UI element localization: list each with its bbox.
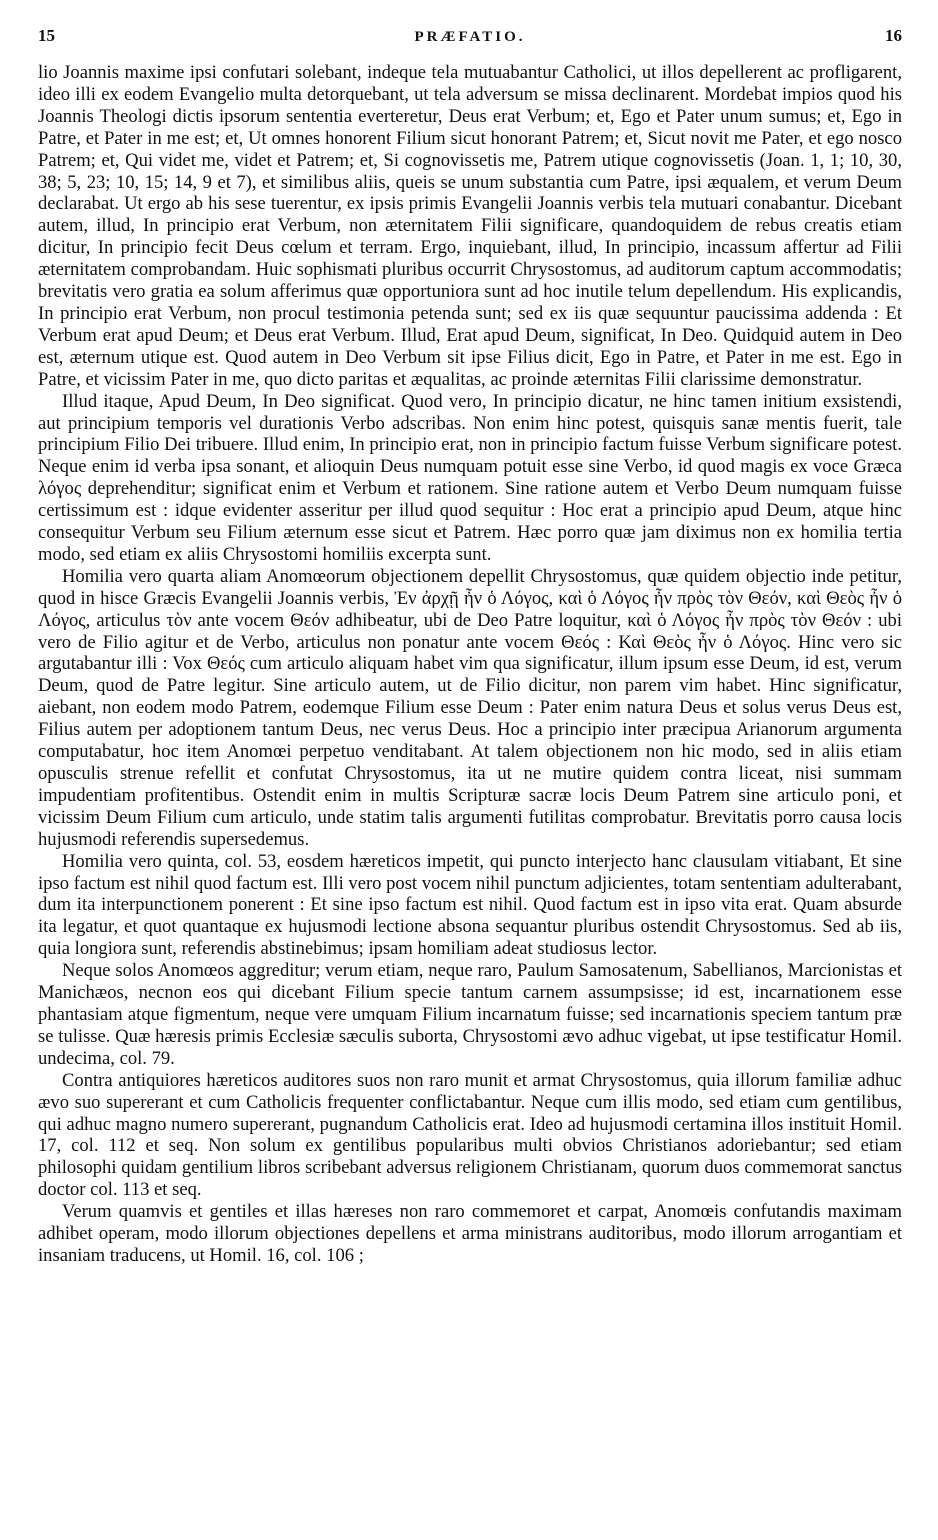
paragraph-2: Illud itaque, Apud Deum, In Deo significat. Quod vero, In principio dicatur, ne hinc tamen initium exsistendi, aut principium temporis vel durationis Verbo adscribas. Non enim hinc potest, quisquis sanæ mentis fuerit, tale principium Filio Dei tribuere. Illud enim, In principio erat, non in principio factum fuisse Verbum significare potest. Neque enim id verba ipsa sonant, et alioquin Deus numquam potuit esse sine Verbo, id quod magis ex voce Græca λόγος deprehenditur; significat enim et Verbum et rationem. Sine ratione autem et Verbo Deum numquam fuisse certissimum est : idque evidenter asseritur per illud quod sequitur : Hoc erat a principio apud Deum, atque hinc consequitur Verbum seu Filium æternum esse sicut et Patrem. Hæc porro quæ jam diximus non ex homilia tertia modo, sed etiam ex aliis Chrysostomi homiliis excerpta sunt. [38, 390, 902, 565]
page-number-left: 15 [38, 26, 55, 45]
page-header [38, 26, 902, 50]
running-title: PRÆFATIO. [414, 29, 526, 45]
paragraph-1: lio Joannis maxime ipsi confutari solebant, indeque tela mutuabantur Catholici, ut illos depellerent ac profligarent, ideo illi ex eodem Evangelio multa detorquebant, ut tela adversum se missa declinarent. Mordebat impios quod his Joannis Theologi dictis ipsorum sententia everteretur, Deus erat Verbum; et, Ego et Pater unum sumus; et, Ego in Patre, et Pater in me est; et, Ut omnes honorent Filium sicut honorant Patrem; et, Sicut novit me Pater, et ego nosco Patrem; et, Qui videt me, videt et Patrem; et, Si cognovissetis me, Patrem utique cognovissetis (Joan. 1, 1; 10, 30, 38; 5, 23; 10, 15; 14, 9 et 7), et similibus aliis, queis se unum substantia cum Patre, ipsi æqualem, et verum Deum declarabat. Ut ergo ab his sese tuerentur, ex ipsis primis Evangelii Joannis verbis tela mutuari conabantur. Dicebant autem, illud, In principio erat Verbum, non æternitatem Filii significare, quandoquidem de rebus creatis etiam dicitur, In principio fecit Deus cœlum et terram. Ergo, inquiebant, illud, In principio, incassum affertur ad Filii æternitatem comprobandam. Huic sophismati pluribus occurrit Chrysostomus, ad auditorum captum accommodatis; brevitatis vero gratia ea solum afferimus quæ opportuniora sunt ad hoc inutile telum depellendum. His explicandis, In principio erat Verbum, non procul testimonia petenda sunt; sed ex iis quæ sequuntur paucissima addenda : Et Verbum erat apud Deum; et Deus erat Verbum. Illud, Erat apud Deum, significat, In Deo. Quidquid autem in Deo est, æternum utique est. Quod autem in Deo Verbum sit ipse Filius dicit, Ego in Patre, et Pater in me est. Ego in Patre, et vicissim Pater in me, quo dicto paritas et æqualitas, ac proinde æternitas Filii clarissime demonstratur. [38, 62, 902, 390]
paragraph-3: Homilia vero quarta aliam Anomœorum objectionem depellit Chrysostomus, quæ quidem objectio inde petitur, quod in hisce Græcis Evangelii Joannis verbis, Ἐν ἀρχῇ ἦν ὁ Λόγος, καὶ ὁ Λόγος ἦν πρὸς τὸν Θεόν, καὶ Θεὸς ἦν ὁ Λόγος, articulus τὸν ante vocem Θεόν adhibeatur, ubi de Deo Patre loquitur, καὶ ὁ Λόγος ἦν πρὸς τὸν Θεόν : ubi vero de Filio agitur et de Verbo, articulus non ponatur ante vocem Θεός : Καὶ Θεὸς ἦν ὁ Λόγος. Hinc vero sic argutabantur illi : Vox Θεός cum articulo aliquam habet vim qua significatur, illum ipsum esse Deum, id est, verum Deum, quod de Patre legitur. Sine articulo autem, ut de Filio dicitur, non parem vim habet. Hinc significatur, aiebant, non eodem modo Patrem, eodemque Filium esse Deum : Pater enim natura Deus et solus verus Deus est, Filius autem per adoptionem tantum Deus, nec verus Deus. Hoc a principio inter præcipua Arianorum argumenta computabatur, hoc item Anomœi perpetuo venditabant. At talem objectionem non hic modo, sed in aliis etiam opusculis strenue refellit et confutat Chrysostomus, ita ut ne mutire quidem contra liceat, nisi summam impudentiam profitentibus. Ostendit enim in multis Scripturæ sacræ locis Deum Patrem sine articulo poni, et vicissim Deum Filium cum articulo, unde statim talis argumenti futilitas comprobatur. Brevitatis porro causa locis hujusmodi referendis supersedemus. [38, 565, 902, 850]
paragraph-5: Neque solos Anomœos aggreditur; verum etiam, neque raro, Paulum Samosatenum, Sabellianos, Marcionistas et Manichæos, necnon eos qui dicebant Filium specie tantum carnem assumpsisse; id est, incarnationem esse phantasiam atque figmentum, neque vere umquam Filium incarnatum fuisse; sed incarnationis speciem tantum præ se tulisse. Quæ hæresis primis Ecclesiæ sæculis suborta, Chrysostomi ævo adhuc vigebat, ut ipse testificatur Homil. undecima, col. 79. [38, 960, 902, 1069]
page-body [38, 62, 902, 1267]
paragraph-4: Homilia vero quinta, col. 53, eosdem hæreticos impetit, qui puncto interjecto hanc clausulam vitiabant, Et sine ipso factum est nihil quod factum est. Illi vero post vocem nihil punctum adjicientes, totam sententiam adulterabant, dum ita interpunctionem ponerent : Et sine ipso factum est nihil. Quod factum est in ipso vita erat. Quam absurde ita legatur, et quot quantaque ex hujusmodi lectione absona sequantur pluribus ostendit Chrysostomus. Sed ab iis, quia longiora sunt, referendis abstinebimus; ipsam homiliam adeat studiosus lector. [38, 850, 902, 960]
paragraph-6: Contra antiquiores hæreticos auditores suos non raro munit et armat Chrysostomus, quia illorum familiæ adhuc ævo suo supererant et cum Catholicis frequenter conflictabantur. Neque cum illis modo, sed etiam cum gentilibus, qui adhuc magno numero supererant, pugnandum Catholicis erat. Ideo ad hujusmodi certamina illos instituit Homil. 17, col. 112 et seq. Non solum ex gentilibus popularibus multi obvios Christianos adoriebantur; sed etiam philosophi quidam gentilium libros scribebant adversus religionem Christianam, quorum duos commemorat sanctus doctor col. 113 et seq. [38, 1069, 902, 1201]
paragraph-7: Verum quamvis et gentiles et illas hæreses non raro commemoret et carpat, Anomœis confutandis maximam adhibet operam, modo illorum objectiones depellens et arma ministrans auditoribus, modo illorum arrogantiam et insaniam traducens, ut Homil. 16, col. 106 ; [38, 1201, 902, 1266]
page-number-right: 16 [885, 26, 902, 45]
